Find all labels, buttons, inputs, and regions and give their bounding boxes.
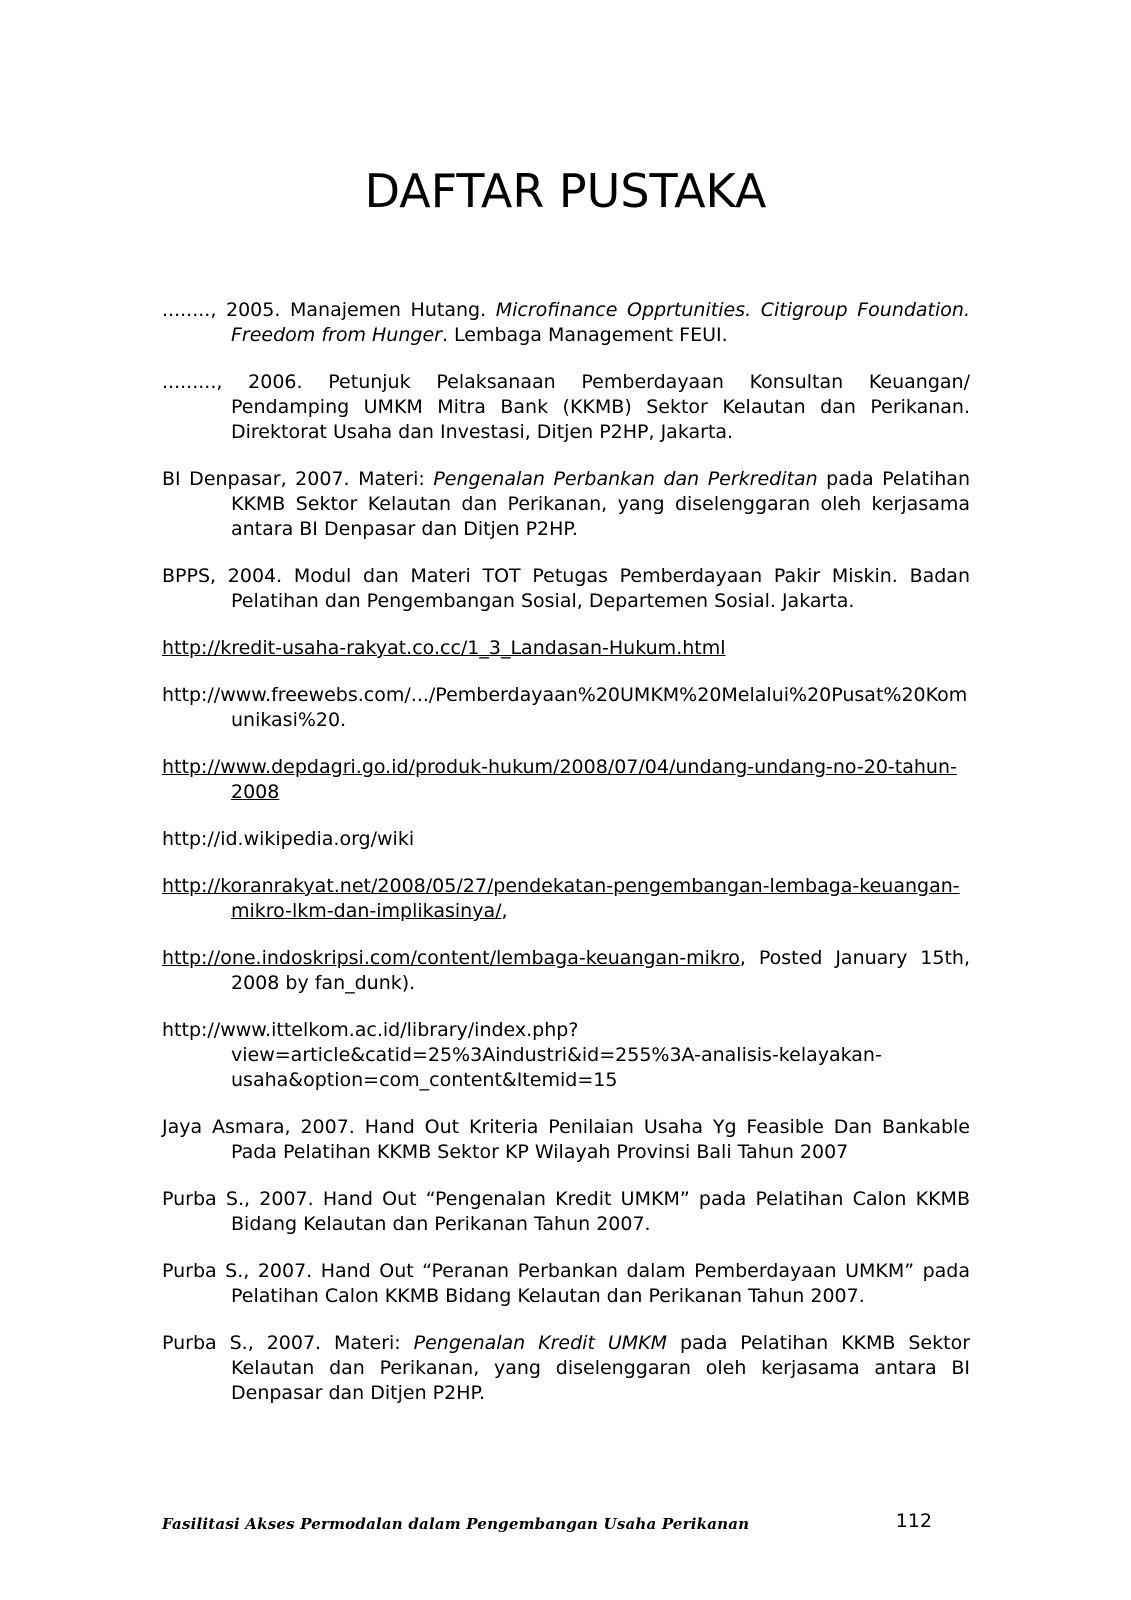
page-footer	[162, 1510, 932, 1533]
reference-italic-title: Pengenalan Kredit UMKM	[413, 1332, 668, 1354]
reference-item	[162, 827, 970, 852]
reference-item	[162, 467, 970, 542]
reference-text: BPPS, 2004. Modul dan Materi TOT Petugas Pemberdayaan Pakir Miskin. Badan Pelatihan dan Pengembangan Sosial, Departemen Sosial. Jakarta.	[162, 565, 970, 612]
reference-text: ........, 2005. Manajemen Hutang.	[162, 299, 496, 321]
reference-item	[162, 1018, 970, 1093]
reference-text: BI Denpasar, 2007. Materi:	[162, 468, 434, 490]
reference-text: ,	[501, 900, 508, 922]
reference-item	[162, 683, 970, 733]
footer-running-title: Fasilitasi Akses Permodalan dalam Pengembangan Usaha Perikanan	[162, 1515, 750, 1533]
reference-url-text: http://www.freewebs.com/.../Pemberdayaan%20UMKM%20Melalui%20Pusat%20Komunikasi%20.	[162, 684, 968, 731]
reference-item	[162, 874, 970, 924]
reference-link[interactable]: http://one.indoskripsi.com/content/lembaga-keuangan-mikro	[162, 947, 740, 969]
page-number: 112	[895, 1510, 932, 1532]
reference-text: . Lembaga Management FEUI.	[441, 324, 728, 346]
reference-text: Purba S., 2007. Materi:	[162, 1332, 414, 1354]
reference-url-text: http://id.wikipedia.org/wiki	[162, 828, 415, 850]
reference-link[interactable]: http://koranrakyat.net/2008/05/27/pendekatan-pengembangan-lembaga-keuangan-mikro-lkm-dan-implikasinya/	[162, 875, 960, 922]
reference-text: ........., 2006. Petunjuk Pelaksanaan Pemberdayaan Konsultan Keuangan/ Pendamping UMKM Mitra Bank (KKMB) Sektor Kelautan dan Perikanan. Direktorat Usaha dan Investasi, Ditjen P2HP, Jakarta.	[162, 371, 970, 443]
reference-item	[162, 1331, 970, 1406]
reference-item	[162, 1259, 970, 1309]
reference-item	[162, 1115, 970, 1165]
reference-text: Purba S., 2007. Hand Out “Pengenalan Kredit UMKM” pada Pelatihan Calon KKMB Bidang Kelautan dan Perikanan Tahun 2007.	[162, 1188, 970, 1235]
reference-italic-title: Microfinance Opprtunities. Citigroup Foundation. Freedom from Hunger	[231, 299, 970, 346]
reference-link[interactable]: http://www.depdagri.go.id/produk-hukum/2008/07/04/undang-undang-no-20-tahun-2008	[162, 756, 957, 803]
reference-text: Purba S., 2007. Hand Out “Peranan Perbankan dalam Pemberdayaan UMKM” pada Pelatihan Calon KKMB Bidang Kelautan dan Perikanan Tahun 2007.	[162, 1260, 970, 1307]
reference-item	[162, 564, 970, 614]
reference-link[interactable]: http://kredit-usaha-rakyat.co.cc/1_3_Landasan-Hukum.html	[162, 637, 726, 659]
reference-item	[162, 755, 970, 805]
reference-list	[162, 298, 970, 1428]
reference-italic-title: Pengenalan Perbankan dan Perkreditan	[433, 468, 818, 490]
reference-item	[162, 370, 970, 445]
reference-text: pada Pelatihan KKMB Sektor Kelautan dan Perikanan, yang diselenggaran oleh kerjasama antara BI Denpasar dan Ditjen P2HP.	[231, 468, 970, 540]
reference-text: pada Pelatihan KKMB Sektor Kelautan dan Perikanan, yang diselenggaran oleh kerjasama antara BI Denpasar dan Ditjen P2HP.	[231, 1332, 971, 1404]
reference-item	[162, 1187, 970, 1237]
reference-url-text: http://www.ittelkom.ac.id/library/index.php?view=article&catid=25%3Aindustri&id=255%3A-analisis-kelayakan-usaha&option=com_content&Itemid=15	[162, 1019, 882, 1091]
reference-item	[162, 636, 970, 661]
reference-text: , Posted January 15th, 2008 by fan_dunk).	[231, 947, 970, 994]
reference-item	[162, 298, 970, 348]
reference-text: Jaya Asmara, 2007. Hand Out Kriteria Penilaian Usaha Yg Feasible Dan Bankable Pada Pelatihan KKMB Sektor KP Wilayah Provinsi Bali Tahun 2007	[162, 1116, 970, 1163]
page-title: DAFTAR PUSTAKA	[364, 164, 767, 218]
reference-item	[162, 946, 970, 996]
